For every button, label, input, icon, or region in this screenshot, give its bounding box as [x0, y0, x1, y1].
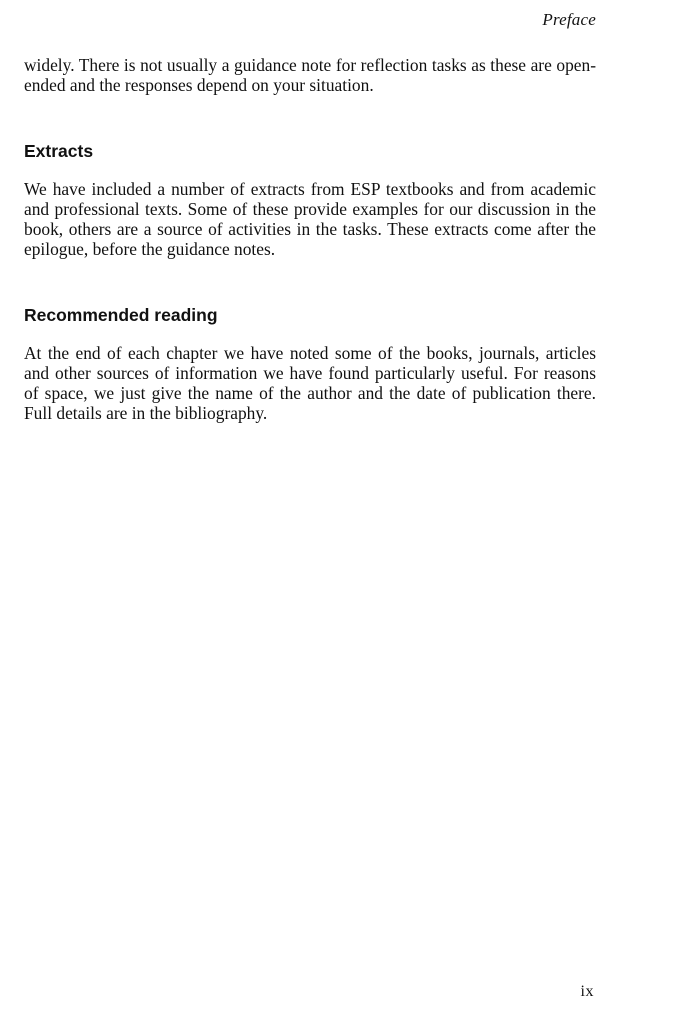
section-heading-extracts: Extracts	[24, 141, 94, 161]
page-content	[24, 55, 596, 423]
section-gap	[24, 95, 596, 141]
section-body-extracts: We have included a number of extracts from ESP textbooks and from academic and professional texts. Some of these provide examples for our discussion in the book, others are a source of activities in the tasks. These extracts come after the epilogue, before the guidance notes.	[24, 179, 596, 259]
page-number: ix	[580, 983, 594, 1000]
intro-paragraph: widely. There is not usually a guidance note for reflection tasks as these are open-ended and the responses depend on your situation.	[24, 55, 596, 95]
section-body-recommended-reading: At the end of each chapter we have noted some of the books, journals, articles and other sources of information we have found particularly useful. For reasons of space, we just give the name of the author and the date of publication there. Full details are in the bibliography.	[24, 343, 596, 423]
heading-gap	[24, 161, 596, 179]
running-head: Preface	[542, 10, 596, 29]
heading-gap	[24, 325, 596, 343]
section-heading-recommended-reading: Recommended reading	[24, 305, 218, 325]
section-gap	[24, 259, 596, 305]
